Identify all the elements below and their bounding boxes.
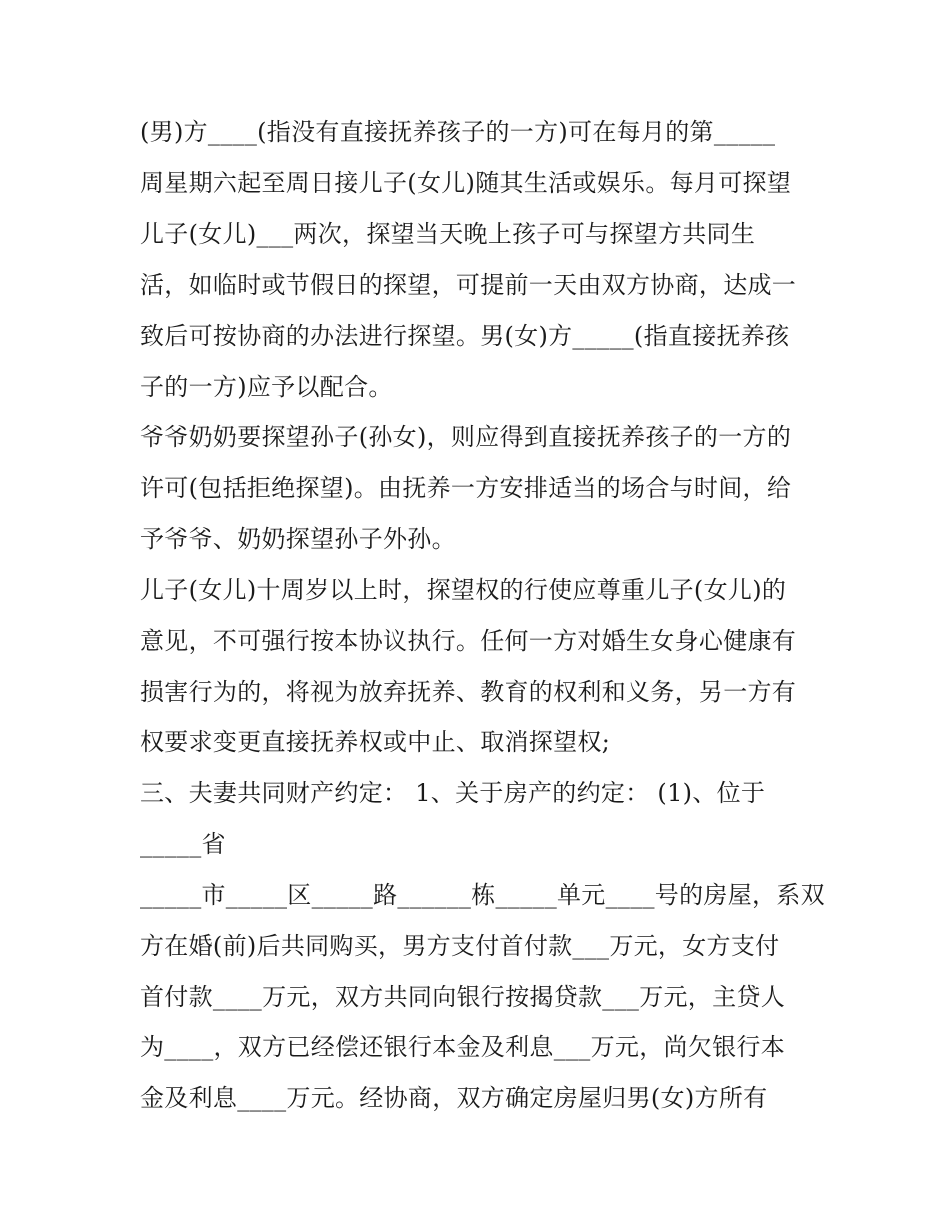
text-line: 予爷爷、奶奶探望孙子外孙。 <box>140 525 456 553</box>
text-line: 周星期六起至周日接儿子(女儿)随其生活或娱乐。每月可探望 <box>140 169 792 197</box>
text-line: 子的一方)应予以配合。 <box>140 373 393 401</box>
text-line: 权要求变更直接抚养权或中止、取消探望权; <box>140 728 611 756</box>
text-line: 意见，不可强行按本协议执行。任何一方对婚生女身心健康有 <box>140 627 797 655</box>
text-line: _____省 <box>140 830 226 858</box>
text-line: 爷爷奶奶要探望孙子(孙女)，则应得到直接抚养孩子的一方的 <box>140 423 792 451</box>
text-line: 为____，双方已经偿还银行本金及利息___万元，尚欠银行本 <box>140 1033 785 1061</box>
text-line: 许可(包括拒绝探望)。由抚养一方安排适当的场合与时间，给 <box>140 474 792 502</box>
text-line: 致后可按协商的办法进行探望。男(女)方_____(指直接抚养孩 <box>140 322 790 350</box>
text-line: 三、夫妻共同财产约定： 1、关于房产的约定： (1)、位于 <box>140 779 766 807</box>
text-line: 首付款____万元，双方共同向银行按揭贷款___万元，主贷人 <box>140 983 785 1011</box>
text-line: 方在婚(前)后共同购买，男方支付首付款___万元，女方支付 <box>140 932 780 960</box>
text-line: (男)方____(指没有直接抚养孩子的一方)可在每月的第_____ <box>140 118 776 146</box>
text-line: 损害行为的，将视为放弃抚养、教育的权利和义务，另一方有 <box>140 678 797 706</box>
text-line: 活，如临时或节假日的探望，可提前一天由双方协商，达成一 <box>140 271 797 299</box>
text-line: 儿子(女儿)十周岁以上时，探望权的行使应尊重儿子(女儿)的 <box>140 576 787 604</box>
text-line: _____市_____区_____路______栋_____单元____号的房屋，系双 <box>140 881 825 909</box>
text-line: 金及利息____万元。经协商，双方确定房屋归男(女)方所有 <box>140 1084 768 1112</box>
text-line: 儿子(女儿)___两次，探望当天晚上孩子可与探望方共同生 <box>140 220 756 248</box>
